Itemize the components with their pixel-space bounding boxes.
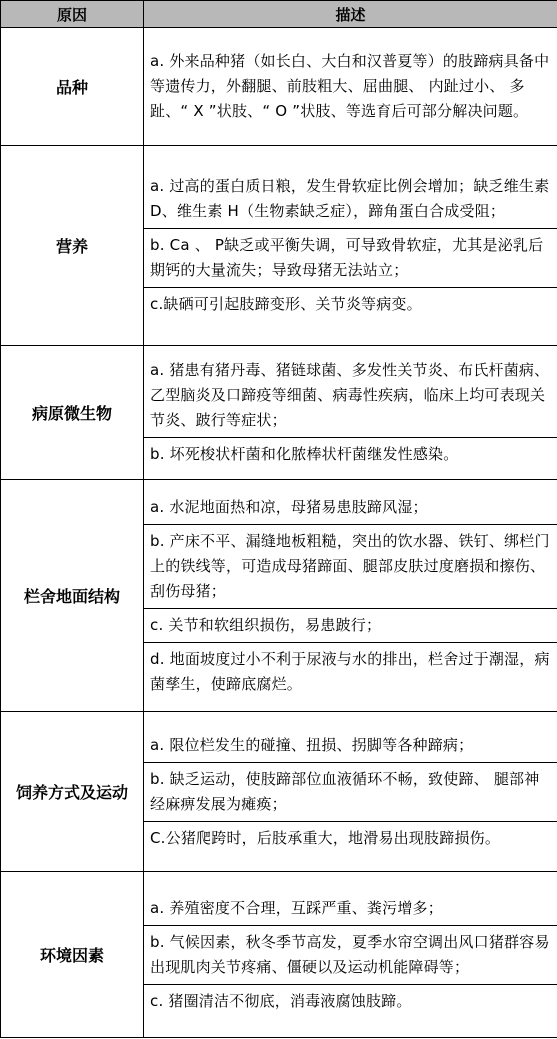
description-cell	[144, 146, 557, 346]
description-item: a. 限位栏发生的碰撞、扭损、拐脚等各种蹄病；	[144, 729, 557, 763]
description-item: c. 猪圈清洁不彻底，消毒液腐蚀肢蹄。	[150, 991, 412, 1010]
description-item: C.公猪爬跨时，后肢承重大，地滑易出现肢蹄损伤。	[150, 828, 501, 847]
description-item: b. 气候因素，秋冬季节高发，夏季水帘空调出风口猪群容易出现肌肉关节疼痛、僵硬以及运动机能障碍等；	[144, 926, 557, 985]
table-row	[1, 872, 557, 1038]
description-cell	[144, 346, 557, 480]
description-item: a. 养殖密度不合理，互踩严重、粪污增多；	[144, 892, 557, 926]
reason-cell: 栏舍地面结构	[1, 480, 144, 712]
description-item: b. 产床不平、漏缝地板粗糙，突出的饮水器、铁钉、绑栏门上的铁线等，可造成母猪蹄面、腿部皮肤过度磨损和擦伤、刮伤母猪；	[144, 525, 557, 609]
description-item: a. 猪患有猪丹毒、猪链球菌、多发性关节炎、布氏杆菌病、乙型脑炎及口蹄疫等细菌、病毒性疾病，临床上均可表现关节炎、跛行等症状；	[144, 354, 557, 438]
reason-cell: 饲养方式及运动	[1, 712, 144, 872]
description-item: a. 外来品种猪（如长白、大白和汉普夏等）的肢蹄病具备中等遗传力，外翻腿、前肢粗大、屈曲腿、 内趾过小、 多趾、“ X ”状肢、“ O ”状肢、等选育后可部分解决问题。	[150, 52, 550, 120]
description-item: b. Ca 、 P缺乏或平衡失调，可导致骨软症，尤其是泌乳后期钙的大量流失；导致母猪无法站立；	[144, 229, 557, 288]
table-row	[1, 146, 557, 346]
reason-cell: 营养	[1, 146, 144, 346]
description-item: c. 关节和软组织损伤，易患跛行；	[144, 609, 557, 643]
description-item: b. 缺乏运动，使肢蹄部位血液循环不畅，致使蹄、 腿部神经麻痹发展为瘫痪；	[144, 763, 557, 822]
description-item: d. 地面坡度过小不利于尿液与水的排出，栏舍过于潮湿，病菌孳生，使蹄底腐烂。	[150, 649, 550, 693]
description-cell	[144, 480, 557, 712]
reason-cell: 病原微生物	[1, 346, 144, 480]
header-row	[1, 1, 557, 28]
description-item: a. 水泥地面热和凉，母猪易患肢蹄风湿；	[144, 491, 557, 525]
reason-cell: 品种	[1, 28, 144, 146]
description-cell	[144, 712, 557, 872]
description-item: a. 过高的蛋白质日粮，发生骨软症比例会增加；缺乏维生素 D、维生素 H（生物素缺乏症），蹄角蛋白合成受阻；	[144, 170, 557, 229]
description-item: c.缺硒可引起肢蹄变形、关节炎等病变。	[150, 295, 422, 313]
description-cell	[144, 872, 557, 1038]
description-cell	[144, 28, 557, 146]
header-description: 描述	[144, 1, 557, 28]
table-row	[1, 712, 557, 872]
table-row	[1, 480, 557, 712]
table-row	[1, 28, 557, 146]
description-item: b. 坏死梭状杆菌和化脓棒状杆菌继发性感染。	[150, 445, 459, 463]
reason-cell: 环境因素	[1, 872, 144, 1038]
table-row	[1, 346, 557, 480]
header-reason: 原因	[1, 1, 144, 28]
